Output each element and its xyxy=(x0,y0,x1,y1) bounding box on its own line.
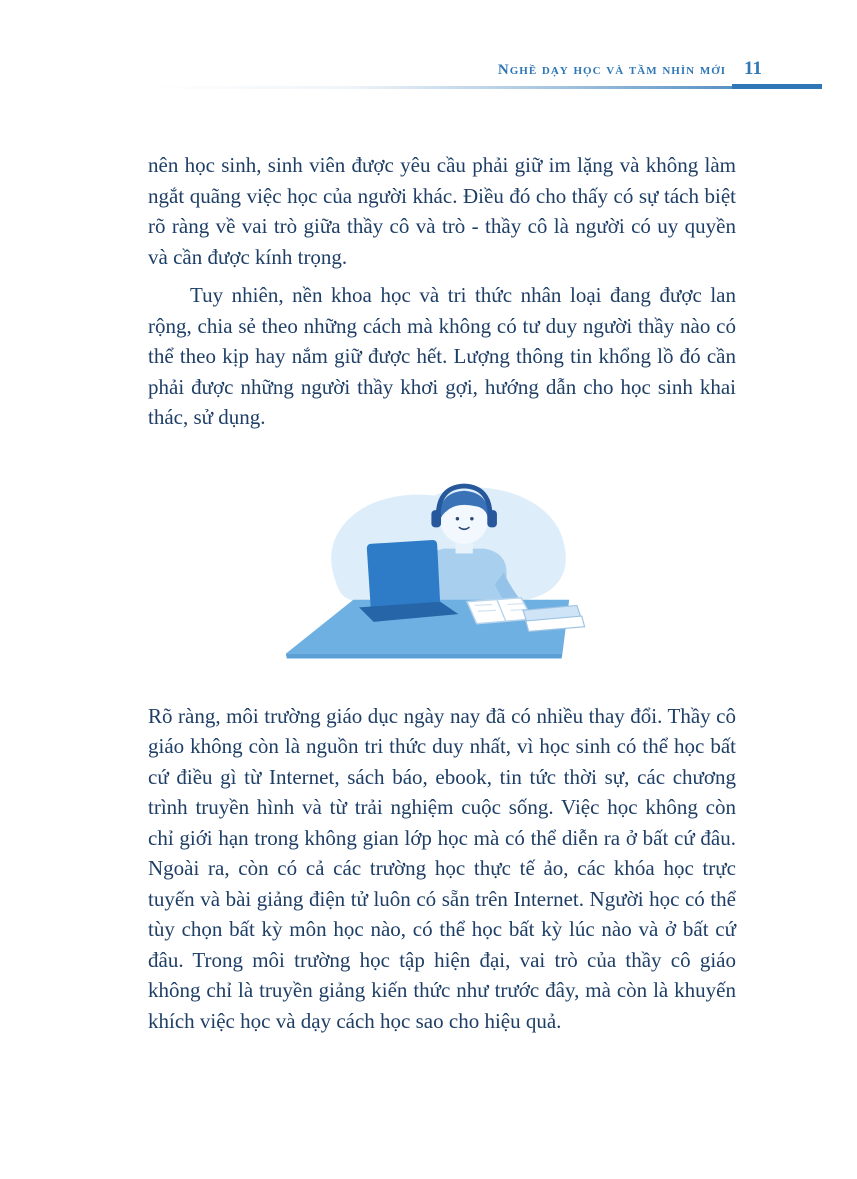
page-number: 11 xyxy=(744,58,762,79)
header-rule xyxy=(148,86,822,89)
paragraph: Rõ ràng, môi trường giáo dục ngày nay đã có nhiều thay đổi. Thầy cô giáo không còn là nguồn tri thức duy nhất, vì học sinh có thể học bất cứ điều gì từ Internet, sách báo, ebook, tin tức thời sự, các chương trình truyền hình và từ trải nghiệm cuộc sống. Việc học không còn chỉ giới hạn trong không gian lớp học mà có thể diễn ra ở bất cứ đâu. Ngoài ra, còn có cả các trường học thực tế ảo, các khóa học trực tuyến và bài giảng điện tử luôn có sẵn trên Internet. Người học có thể tùy chọn bất kỳ môn học nào, có thể học bất kỳ lúc nào và ở bất cứ đâu. Trong môi trường học tập hiện đại, vai trò của thầy cô giáo không chỉ là truyền giảng kiến thức như trước đây, mà còn là khuyến khích việc học và dạy cách học sao cho hiệu quả. xyxy=(148,703,736,1033)
laptop-screen xyxy=(367,539,440,606)
headphone-earcup-right xyxy=(487,510,497,527)
paragraph: nên học sinh, sinh viên được yêu cầu phải giữ im lặng và không làm ngắt quãng việc học của người khác. Điều đó cho thấy có sự tách biệt rõ ràng về vai trò giữa thầy cô và trò - thầy cô là người có uy quyền và cần được kính trọng. xyxy=(148,153,736,269)
running-title: Nghề dạy học và tầm nhìn mới xyxy=(497,62,727,78)
desk-edge xyxy=(286,653,563,658)
header-row xyxy=(148,58,822,80)
illustration xyxy=(272,459,612,671)
study-illustration xyxy=(272,459,612,671)
paragraph: Tuy nhiên, nền khoa học và tri thức nhân loại đang được lan rộng, chia sẻ theo những cách mà không có tư duy người thầy nào có thể theo kịp hay nắm giữ được hết. Lượng thông tin khổng lồ đó cần phải được những người thầy khơi gợi, hướng dẫn cho học sinh khai thác, sử dụng. xyxy=(148,283,736,429)
page-content xyxy=(148,150,736,1036)
person-eye-left xyxy=(456,517,459,520)
person-eye-right xyxy=(470,517,473,520)
page-header xyxy=(148,58,822,89)
header-rule-accent xyxy=(732,84,822,89)
headphone-earcup-left xyxy=(431,510,441,527)
